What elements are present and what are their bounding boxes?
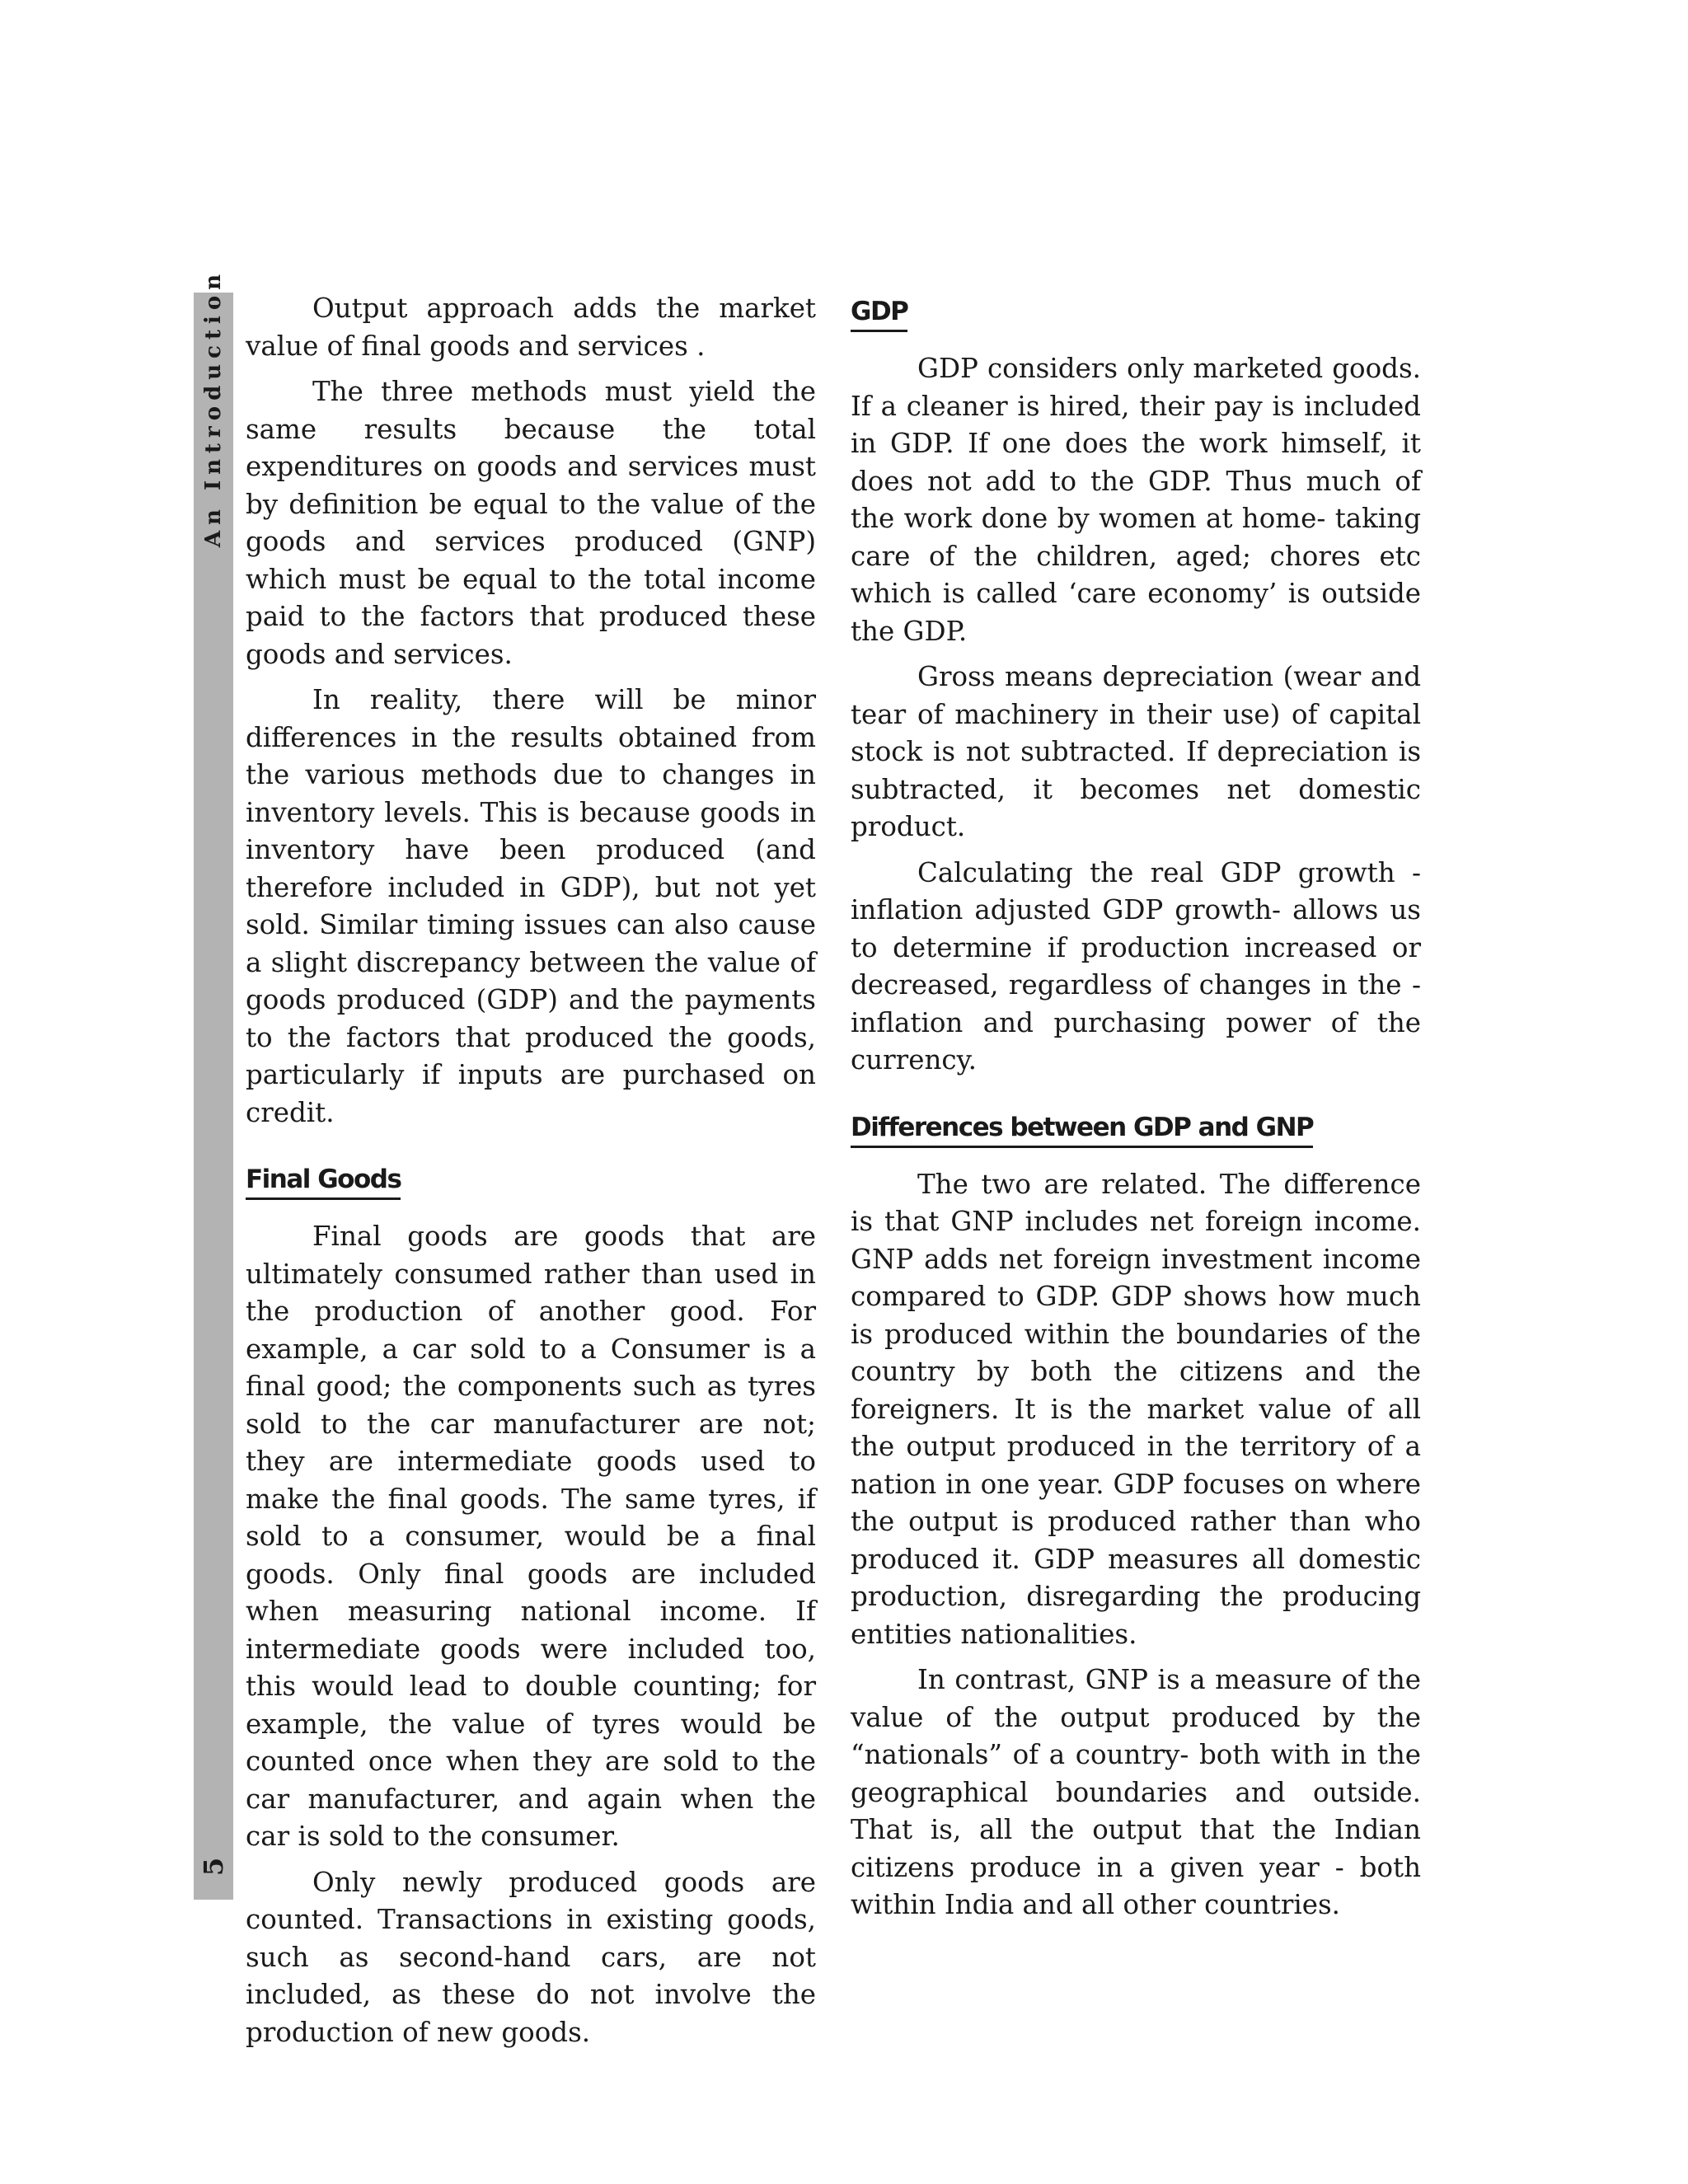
heading-gdp: GDP	[851, 295, 907, 332]
paragraph-output-approach: Output approach adds the market value of final goods and services .	[246, 293, 816, 362]
paragraph-two-related: The two are related. The difference is that GNP includes net foreign income. GNP adds net foreign investment income compared to GDP. GDP shows how much is produced within the boundaries of the country by both the citizens and the foreigners. It is the market value of all the output produced in the territory of a nation in one year. GDP focuses on where the output is produced rather than who produced it. GDP measures all domestic production, disregarding the producing entities nationalities.	[851, 1168, 1421, 1650]
final-goods-heading-wrap	[246, 1160, 816, 1200]
left-column	[246, 290, 816, 2060]
running-title	[194, 268, 233, 548]
differences-heading-wrap	[851, 1108, 1421, 1148]
paragraph-gross-depreciation: Gross means depreciation (wear and tear of machinery in their use) of capital stock is not subtracted. If depreciation is subtracted, it becomes net domestic product.	[851, 661, 1421, 842]
paragraph-three-methods: The three methods must yield the same results because the total expenditures on goods and services must by definition be equal to the value of the goods and services produced (GNP) which must be equal to the total income paid to the factors that produced these goods and services.	[246, 376, 816, 670]
paragraph-newly-produced: Only newly produced goods are counted. Transactions in existing goods, such as second-hand cars, are not included, as these do not involve the production of new goods.	[246, 1866, 816, 2048]
running-title-text: An Introduction	[201, 268, 227, 548]
page-number	[194, 1850, 233, 1883]
paragraph-final-goods: Final goods are goods that are ultimately consumed rather than used in the production of another good. For example, a car sold to a Consumer is a final good; the components such as tyres sold to the car manufacturer are not; they are intermediate goods used to make the final goods. The same tyres, if sold to a consumer, would be a final goods. Only final goods are included when measuring national income. If intermediate goods were included too, this would lead to double counting; for example, the value of tyres would be counted once when they are sold to the car manufacturer, and again when the car is sold to the consumer.	[246, 1221, 816, 1852]
heading-differences: Differences between GDP and GNP	[851, 1111, 1313, 1148]
paragraph-in-contrast: In contrast, GNP is a measure of the value of the output produced by the “nationals” of a country- both with in the geographical boundaries and outside. That is, all the output that the Indian citizens produce in a given year - both within India and all other countries.	[851, 1664, 1421, 1920]
heading-final-goods: Final Goods	[246, 1163, 401, 1200]
paragraph-real-gdp: Calculating the real GDP growth - inflation adjusted GDP growth- allows us to determine if production increased or decreased, regardless of changes in the - inflation and purchasing power of the currency.	[851, 856, 1421, 1076]
page-number-text: 5	[197, 1857, 229, 1877]
gdp-heading-wrap	[851, 293, 1421, 332]
paragraph-in-reality: In reality, there will be minor differences in the results obtained from the various methods due to changes in inventory levels. This is because goods in inventory have been produced (and therefore included in GDP), but not yet sold. Similar timing issues can also cause a slight discrepancy between the value of goods produced (GDP) and the payments to the factors that produced the goods, particularly if inputs are purchased on credit.	[246, 684, 816, 1128]
right-column	[851, 293, 1421, 1933]
paragraph-gdp-marketed: GDP considers only marketed goods. If a cleaner is hired, their pay is included in GDP. If one does the work himself, it does not add to the GDP. Thus much of the work done by women at home- taking care of the children, aged; chores etc which is called ‘care economy’ is outside the GDP.	[851, 353, 1421, 647]
